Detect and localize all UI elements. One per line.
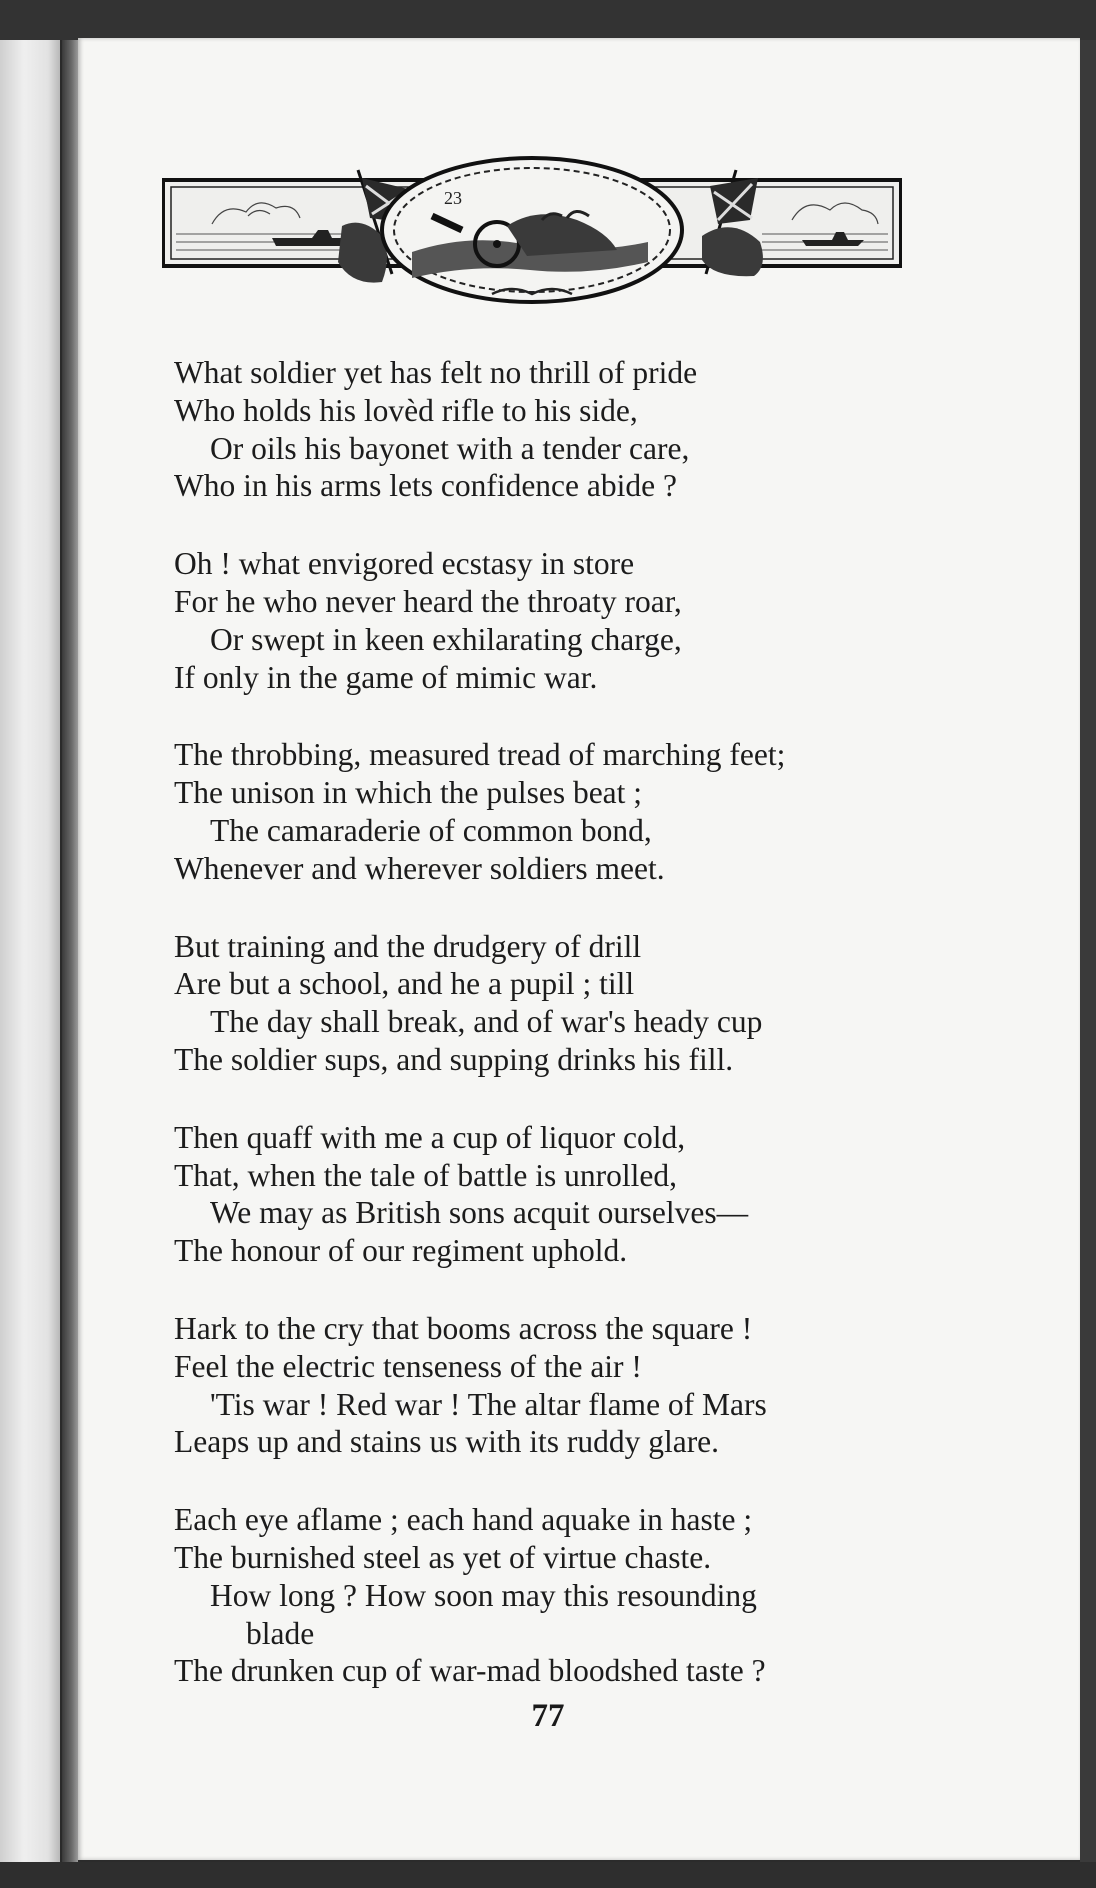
poem-line: Hark to the cry that booms across the square ! [174, 1310, 753, 1346]
poem-line: Each eye aflame ; each hand aquake in haste ; [174, 1502, 753, 1538]
poem-line: The honour of our regiment uphold. [174, 1233, 628, 1269]
poem-line: Are but a school, and he a pupil ; till [174, 966, 635, 1002]
poem-line: Whenever and wherever soldiers meet. [174, 850, 665, 886]
poem-line: The camaraderie of common bond, [210, 812, 652, 848]
book-cover-bottom [0, 1862, 1096, 1888]
poem-line: The day shall break, and of war's heady cup [210, 1004, 763, 1040]
stanza-2 [174, 545, 1054, 696]
poem-line: The unison in which the pulses beat ; [174, 775, 643, 811]
poem-line: The drunken cup of war-mad bloodshed taste ? [174, 1653, 766, 1689]
poem-line: We may as British sons acquit ourselves— [210, 1195, 749, 1231]
book-cover-right [1080, 40, 1096, 1862]
poem-line: What soldier yet has felt no thrill of pride [174, 355, 698, 390]
stanza-6 [174, 1310, 1054, 1461]
poem-line: Then quaff with me a cup of liquor cold, [174, 1119, 686, 1155]
poem-line: How long ? How soon may this resounding [210, 1577, 757, 1613]
stanza-4 [174, 928, 1054, 1079]
poem-line: The burnished steel as yet of virtue chaste. [174, 1539, 712, 1575]
stanza-3 [174, 736, 1054, 887]
poem-line: Feel the electric tenseness of the air ! [174, 1348, 642, 1384]
poem-line: But training and the drudgery of drill [174, 928, 642, 964]
stanza-5 [174, 1119, 1054, 1270]
poem-line: Leaps up and stains us with its ruddy glare. [174, 1424, 720, 1460]
page-number: 77 [531, 1698, 565, 1734]
poem-line: The throbbing, measured tread of marching feet; [174, 737, 786, 773]
poem-line: If only in the game of mimic war. [174, 659, 598, 695]
svg-text:23: 23 [444, 188, 462, 208]
poem-line: Who in his arms lets confidence abide ? [174, 468, 677, 504]
poem [174, 354, 1054, 1730]
poem-line: For he who never heard the throaty roar, [174, 583, 682, 619]
previous-page-edge [0, 40, 60, 1862]
poem-line: Oh ! what envigored ecstasy in store [174, 546, 635, 582]
poem-line: Or oils his bayonet with a tender care, [210, 430, 690, 466]
poem-line-continuation: blade [246, 1615, 315, 1651]
book-cover-top [0, 0, 1096, 40]
stanza-1 [174, 354, 1054, 505]
poem-line: The soldier sups, and supping drinks his fill. [174, 1041, 734, 1077]
poem-line: 'Tis war ! Red war ! The altar flame of Mars [210, 1386, 767, 1422]
battle-scene-ornament-icon [162, 156, 902, 304]
book-gutter [62, 40, 78, 1862]
poem-line: Or swept in keen exhilarating charge, [210, 621, 682, 657]
poem-line: That, when the tale of battle is unrolled, [174, 1157, 677, 1193]
stanza-7 [174, 1501, 1054, 1690]
poem-line: Who holds his lovèd rifle to his side, [174, 392, 638, 428]
